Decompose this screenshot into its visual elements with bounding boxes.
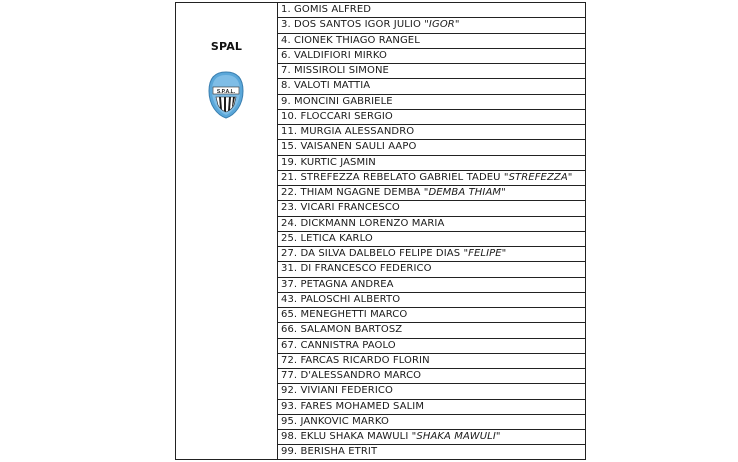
player-name: 10. FLOCCARI SERGIO bbox=[281, 110, 393, 122]
player-row bbox=[278, 79, 585, 94]
player-row bbox=[278, 445, 585, 460]
player-name: 95. JANKOVIC MARKO bbox=[281, 415, 389, 427]
player-row bbox=[278, 323, 585, 338]
player-row bbox=[278, 201, 585, 216]
player-name: 21. STREFEZZA REBELATO GABRIEL TADEU bbox=[281, 171, 504, 183]
roster-table bbox=[175, 2, 586, 460]
player-alias: "FELIPE" bbox=[463, 248, 507, 259]
player-name: 25. LETICA KARLO bbox=[281, 232, 373, 244]
player-name: 93. FARES MOHAMED SALIM bbox=[281, 400, 425, 412]
player-row bbox=[278, 293, 585, 308]
player-alias: "SHAKA MAWULI" bbox=[411, 431, 501, 442]
player-row bbox=[278, 140, 585, 155]
player-name: 24. DICKMANN LORENZO MARIA bbox=[281, 217, 445, 229]
player-row bbox=[278, 171, 585, 186]
player-name: 23. VICARI FRANCESCO bbox=[281, 202, 400, 214]
player-row bbox=[278, 308, 585, 323]
player-name: 77. D'ALESSANDRO MARCO bbox=[281, 370, 422, 381]
player-name: 27. DA SILVA DALBELO FELIPE DIAS bbox=[281, 248, 464, 259]
player-row bbox=[278, 95, 585, 110]
player-row bbox=[278, 339, 585, 354]
player-row bbox=[278, 49, 585, 64]
player-row bbox=[278, 400, 585, 415]
player-name: 31. DI FRANCESCO FEDERICO bbox=[281, 263, 432, 275]
player-name: 1. GOMIS ALFRED bbox=[281, 4, 372, 15]
player-name: 4. CIONEK THIAGO RANGEL bbox=[281, 34, 420, 46]
player-name: 99. BERISHA ETRIT bbox=[281, 446, 378, 458]
players-list bbox=[278, 3, 585, 459]
crest-text: S.P.A.L. bbox=[216, 88, 236, 95]
player-row bbox=[278, 384, 585, 399]
team-name: SPAL bbox=[210, 40, 243, 53]
player-row bbox=[278, 247, 585, 262]
player-name: 65. MENEGHETTI MARCO bbox=[281, 309, 408, 320]
player-row bbox=[278, 354, 585, 369]
player-name: 98. EKLU SHAKA MAWULI bbox=[281, 431, 412, 442]
player-name: 66. SALAMON BARTOSZ bbox=[281, 324, 403, 336]
player-name: 19. KURTIC JASMIN bbox=[281, 156, 376, 168]
player-name: 6. VALDIFIORI MIRKO bbox=[281, 49, 387, 61]
player-name: 7. MISSIROLI SIMONE bbox=[281, 65, 389, 76]
player-row bbox=[278, 125, 585, 140]
player-row bbox=[278, 415, 585, 430]
player-alias: "STREFEZZA" bbox=[503, 171, 573, 183]
player-row bbox=[278, 64, 585, 79]
team-cell bbox=[176, 3, 278, 459]
player-name: 92. VIVIANI FEDERICO bbox=[281, 385, 393, 397]
player-row bbox=[278, 3, 585, 18]
player-name: 22. THIAM NGAGNE DEMBA bbox=[281, 187, 424, 198]
player-row bbox=[278, 217, 585, 232]
player-row bbox=[278, 369, 585, 384]
player-alias: "DEMBA THIAM" bbox=[423, 187, 506, 198]
player-row bbox=[278, 186, 585, 201]
player-name: 15. VAISANEN SAULI AAPO bbox=[281, 141, 417, 153]
player-row bbox=[278, 156, 585, 171]
player-alias: "IGOR" bbox=[424, 19, 460, 31]
player-row bbox=[278, 278, 585, 293]
player-row bbox=[278, 232, 585, 247]
player-name: 72. FARCAS RICARDO FLORIN bbox=[281, 354, 430, 366]
player-name: 43. PALOSCHI ALBERTO bbox=[281, 293, 401, 305]
spal-crest-icon bbox=[208, 71, 244, 119]
player-name: 37. PETAGNA ANDREA bbox=[281, 278, 394, 290]
player-row bbox=[278, 34, 585, 49]
player-name: 9. MONCINI GABRIELE bbox=[281, 95, 393, 107]
player-row bbox=[278, 430, 585, 445]
player-name: 8. VALOTI MATTIA bbox=[281, 80, 371, 92]
player-name: 67. CANNISTRA PAOLO bbox=[281, 339, 396, 351]
player-name: 3. DOS SANTOS IGOR JULIO bbox=[281, 19, 425, 31]
player-row bbox=[278, 18, 585, 33]
player-name: 11. MURGIA ALESSANDRO bbox=[281, 126, 415, 137]
player-row bbox=[278, 110, 585, 125]
player-row bbox=[278, 262, 585, 277]
